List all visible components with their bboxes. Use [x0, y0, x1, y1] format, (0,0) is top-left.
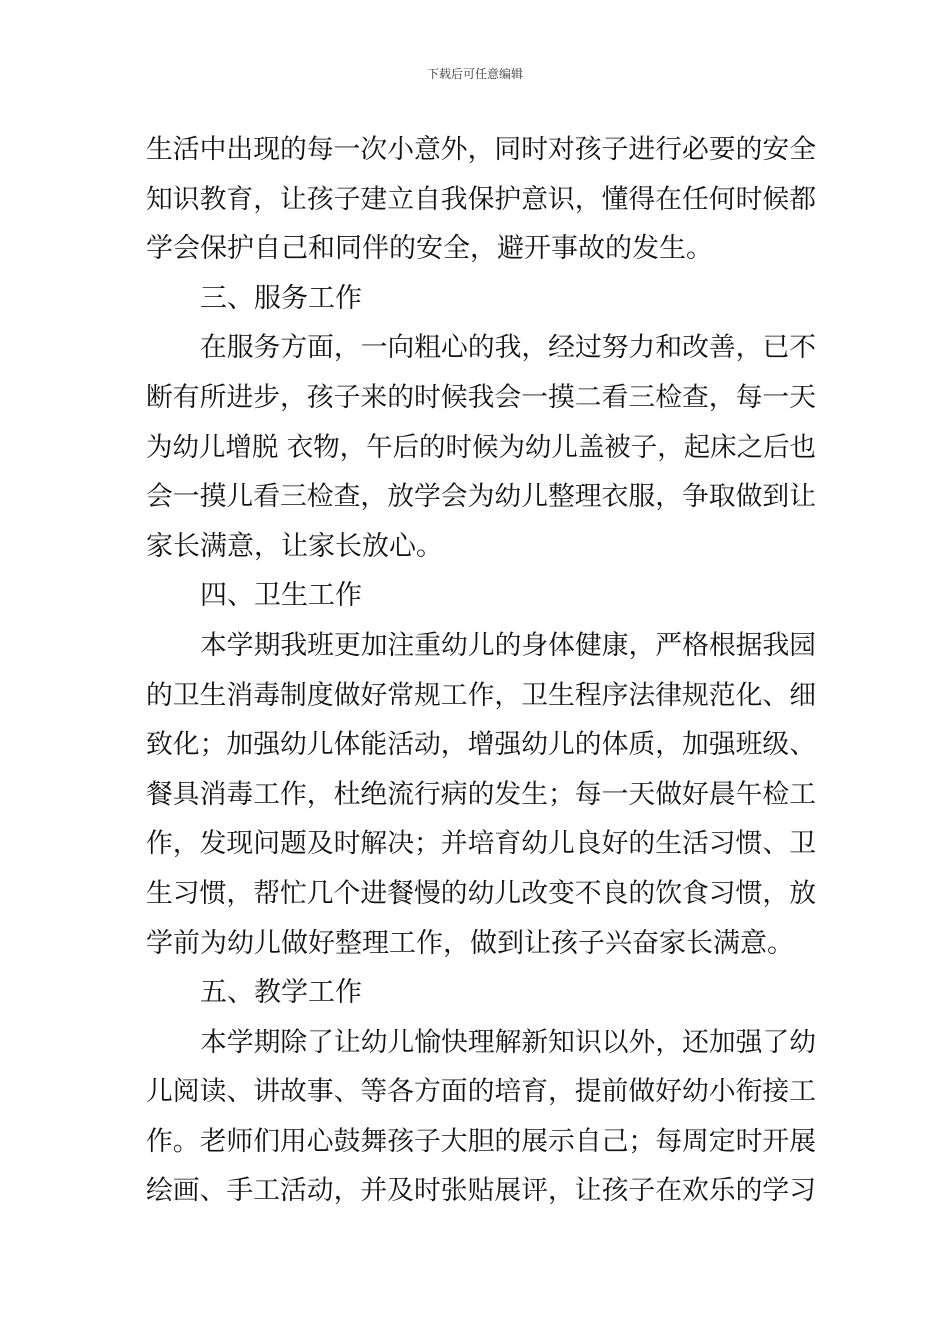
text-line: 的卫生消毒制度做好常规工作，卫生程序法律规范化、细 — [146, 679, 816, 711]
text-line: 生活中出现的每一次小意外，同时对孩子进行必要的安全 — [146, 134, 816, 165]
text-line: 作。老师们用心鼓舞孩子大胆的展示自己；每周定时开展 — [146, 1125, 816, 1157]
text-line: 作，发现问题及时解决；并培育幼儿良好的生活习惯、卫 — [146, 828, 816, 860]
page-header: 下载后可任意编辑 — [426, 67, 523, 81]
section-heading: 五、教学工作 — [200, 977, 362, 1009]
document-body — [146, 125, 816, 1216]
section-heading: 四、卫生工作 — [200, 580, 362, 612]
text-line: 会一摸儿看三检查，放学会为幼儿整理衣服，争取做到让 — [146, 481, 816, 513]
text-line: 绘画、手工活动，并及时张贴展评，让孩子在欢乐的学习 — [146, 1175, 816, 1207]
text-line: 儿阅读、讲故事、等各方面的培育，提前做好幼小衔接工 — [146, 1076, 816, 1108]
paragraph-first-line: 本学期除了让幼儿愉快理解新知识以外，还加强了幼 — [200, 1026, 816, 1058]
text-line: 学会保护自己和同伴的安全，避开事故的发生。 — [146, 233, 713, 265]
section-heading: 三、服务工作 — [200, 282, 362, 314]
text-line: 致化；加强幼儿体能活动，增强幼儿的体质，加强班级、 — [146, 729, 816, 761]
text-line: 学前为幼儿做好整理工作，做到让孩子兴奋家长满意。 — [146, 927, 794, 959]
text-line: 餐具消毒工作，杜绝流行病的发生；每一天做好晨午检工 — [146, 778, 816, 810]
text-line: 家长满意，让家长放心。 — [146, 530, 443, 562]
text-line: 断有所进步，孩子来的时候我会一摸二看三检查，每一天 — [146, 381, 816, 413]
text-line: 知识教育，让孩子建立自我保护意识，懂得在任何时候都 — [146, 183, 816, 215]
text-line: 为幼儿增脱 衣物，午后的时候为幼儿盖被子，起床之后也 — [146, 431, 816, 463]
paragraph-first-line: 在服务方面，一向粗心的我，经过努力和改善，已不 — [200, 332, 816, 364]
paragraph-first-line: 本学期我班更加注重幼儿的身体健康，严格根据我园 — [200, 629, 816, 661]
text-line: 生习惯，帮忙几个进餐慢的幼儿改变不良的饮食习惯，放 — [146, 877, 816, 909]
